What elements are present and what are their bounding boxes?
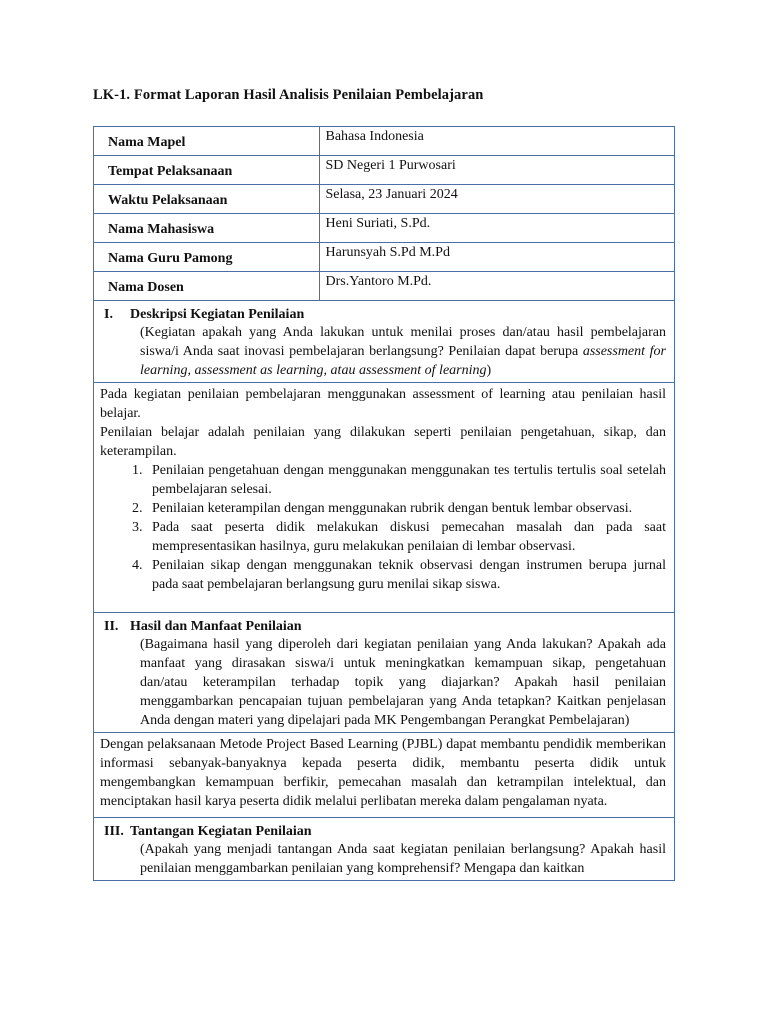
question-end: ): [486, 363, 492, 378]
section-header: [94, 613, 674, 732]
list-item: 3. Pada saat peserta didik melakukan diskusi pemecahan masalah dan pada saat mempresentasikan hasilnya, guru melakukan penilaian di lembar observasi.: [146, 518, 666, 556]
info-value: Bahasa Indonesia: [319, 127, 674, 156]
section-description: [94, 301, 674, 613]
section-question: (Bagaimana hasil yang diperoleh dari kegiatan penilaian yang Anda lakukan? Apakah ada manfaat yang dirasakan siswa/i untuk meningkatkan kemampuan sikap, pengetahuan dan/atau keterampilan terhadap topik yang diajarkan? Apakah hasil penilaian menggambarkan pencapaian tujuan pembelajaran yang Anda tetapkan? Kaitkan penjelasan Anda dengan materi yang dipelajari pada MK Pengembangan Perangkat Pembelajaran): [140, 637, 666, 728]
report-frame: [93, 126, 675, 881]
document-title: LK-1. Format Laporan Hasil Analisis Penilaian Pembelajaran: [93, 87, 484, 103]
answer-list: [100, 461, 666, 594]
section-title: [104, 824, 666, 840]
answer-paragraph: Dengan pelaksanaan Metode Project Based Learning (PJBL) dapat membantu pendidik memberikan informasi sebanyak-banyaknya kepada peserta didik, membantu peserta didik untuk mengembangkan kemampuan berfikir, pemecahan masalah dan ketrampilan intelektual, dan menciptakan hasil karya peserta didik melalui perlibatan mereka dalam pengalaman nyata.: [100, 737, 666, 809]
info-row: [94, 214, 674, 243]
info-row: [94, 156, 674, 185]
info-label: Nama Dosen: [94, 272, 319, 301]
section-number: III.: [104, 824, 124, 839]
list-item: 4. Penilaian sikap dengan menggunakan teknik observasi dengan instrumen berupa jurnal pada saat pembelajaran berlangsung guru menilai sikap siswa.: [146, 556, 666, 594]
section-answer: [94, 382, 674, 612]
info-label: Nama Mahasiswa: [94, 214, 319, 243]
info-value: Harunsyah S.Pd M.Pd: [319, 243, 674, 272]
info-label: Tempat Pelaksanaan: [94, 156, 319, 185]
section-challenges: [94, 818, 674, 881]
section-title: [104, 619, 666, 635]
section-number: I.: [104, 307, 113, 322]
info-value: Selasa, 23 Januari 2024: [319, 185, 674, 214]
section-title-text: Deskripsi Kegiatan Penilaian: [130, 307, 305, 322]
section-question: [140, 323, 666, 380]
list-item: 1. Penilaian pengetahuan dengan menggunakan menggunakan tes tertulis tertulis soal setelah pembelajaran selesai.: [146, 461, 666, 499]
info-row: [94, 127, 674, 156]
answer-paragraph: Pada kegiatan penilaian pembelajaran menggunakan assessment of learning atau penilaian hasil belajar.: [100, 387, 666, 421]
section-results: [94, 613, 674, 818]
info-row: [94, 185, 674, 214]
info-table: [94, 127, 674, 301]
list-item: 2. Penilaian keterampilan dengan menggunakan rubrik dengan bentuk lembar observasi.: [146, 499, 666, 518]
info-value: Drs.Yantoro M.Pd.: [319, 272, 674, 301]
info-label: Waktu Pelaksanaan: [94, 185, 319, 214]
info-row: [94, 272, 674, 301]
section-header: [94, 301, 674, 382]
section-title-text: Hasil dan Manfaat Penilaian: [130, 619, 302, 634]
info-label: Nama Guru Pamong: [94, 243, 319, 272]
info-row: [94, 243, 674, 272]
section-question: (Apakah yang menjadi tantangan Anda saat kegiatan penilaian berlangsung? Apakah hasil penilaian menggambarkan penilaian yang komprehensif? Mengapa dan kaitkan: [140, 842, 666, 876]
info-label: Nama Mapel: [94, 127, 319, 156]
question-text: (Kegiatan apakah yang Anda lakukan untuk menilai proses dan/atau hasil pembelajaran siswa/i Anda saat inovasi pembelajaran berlangsung? Penilaian dapat berupa: [140, 325, 666, 359]
info-value: Heni Suriati, S.Pd.: [319, 214, 674, 243]
section-number: II.: [104, 619, 119, 634]
section-answer: [94, 732, 674, 817]
answer-paragraph: Penilaian belajar adalah penilaian yang dilakukan seperti penilaian pengetahuan, sikap, dan keterampilan.: [100, 425, 666, 459]
section-header: [94, 818, 674, 880]
section-title: [104, 307, 666, 323]
question-italic-text: assessment for learning, assessment as learning, atau assessment of learning: [140, 344, 666, 378]
info-value: SD Negeri 1 Purwosari: [319, 156, 674, 185]
section-title-text: Tantangan Kegiatan Penilaian: [130, 824, 312, 839]
